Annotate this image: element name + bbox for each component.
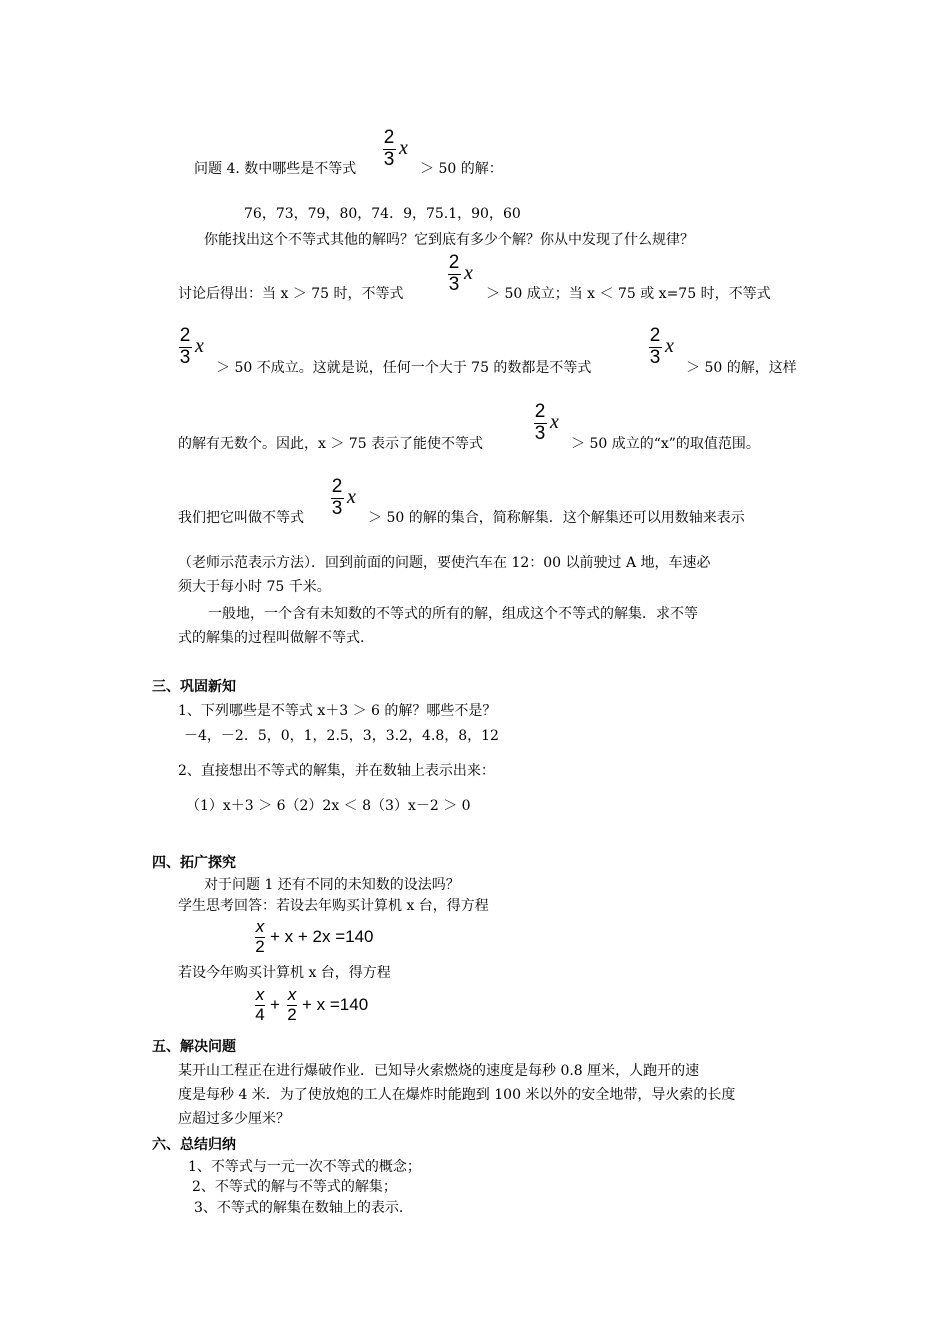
- fraction-numerator: 2: [383, 127, 395, 148]
- fraction-variable: x: [665, 335, 674, 357]
- fraction-denominator: 3: [534, 423, 546, 444]
- equation-2: [254, 986, 414, 1028]
- section-3-values: －4，－2．5，0，1，2.5，3，3.2，4.8，8，12: [184, 728, 499, 744]
- section-6-heading: 六、总结归纳: [152, 1137, 236, 1153]
- fraction-numerator: 2: [448, 252, 460, 273]
- fraction-numerator: 2: [179, 325, 191, 346]
- section-4-heading: 四、拓广探究: [152, 855, 236, 871]
- fraction-denominator: 3: [179, 347, 191, 368]
- discussion-line-4b: ＞ 50 的解的集合，简称解集．这个解集还可以用数轴来表示: [368, 510, 745, 526]
- q4-text-after: ＞ 50 的解：: [420, 161, 503, 177]
- equation-1-tail: + x + 2x =140: [270, 927, 374, 946]
- section-4-answer-2: 若设今年购买计算机 x 台，得方程: [178, 965, 391, 981]
- equation-denominator: 2: [255, 937, 265, 956]
- fraction-variable: x: [195, 335, 204, 357]
- fraction-variable: x: [347, 486, 356, 508]
- definition-line-1: 一般地，一个含有未知数的不等式的所有的解，组成这个不等式的解集．求不等: [208, 606, 698, 622]
- fraction-numerator: 2: [534, 401, 546, 422]
- fraction-denominator: 3: [649, 347, 661, 368]
- discussion-line-2a: ＞ 50 不成立。这就是说，任何一个大于 75 的数都是不等式: [216, 360, 592, 376]
- equation-1: [254, 918, 414, 960]
- section-5-line-1: 某开山工程正在进行爆破作业．已知导火索燃烧的速度是每秒 0.8 厘米，人跑开的速: [178, 1063, 700, 1079]
- section-5-line-2: 度是每秒 4 米．为了使放炮的工人在爆炸时能跑到 100 米以外的安全地带，导火索的长度: [178, 1087, 736, 1103]
- discussion-line-6: 须大于每小时 75 千米。: [178, 579, 331, 595]
- equation-numerator: x: [287, 985, 297, 1004]
- equation-plus: +: [270, 995, 280, 1014]
- summary-item-2: 2、不等式的解与不等式的解集；: [192, 1179, 397, 1195]
- section-3-question-1: 1、下列哪些是不等式 x＋3 ＞ 6 的解？哪些不是？: [178, 703, 497, 719]
- discussion-line-5: （老师示范表示方法）．回到前面的问题，要使汽车在 12：00 以前驶过 A 地，车速必: [178, 555, 711, 571]
- discussion-line-2b: ＞ 50 的解，这样: [686, 360, 797, 376]
- definition-line-2: 式的解集的过程叫做解不等式.: [178, 630, 365, 646]
- fraction-variable: x: [550, 411, 559, 433]
- equation-numerator: x: [255, 917, 265, 936]
- equation-denominator: 2: [287, 1005, 297, 1024]
- discussion-line-3b: ＞ 50 成立的“x”的取值范围。: [571, 436, 760, 452]
- section-5-heading: 五、解决问题: [152, 1039, 236, 1055]
- fraction-denominator: 3: [331, 498, 343, 519]
- q4-text-before: 问题 4. 数中哪些是不等式: [194, 161, 357, 177]
- fraction-denominator: 3: [448, 274, 460, 295]
- fraction-numerator: 2: [331, 476, 343, 497]
- section-3-question-2: 2、直接想出不等式的解集，并在数轴上表示出来：: [178, 763, 495, 779]
- summary-item-3: 3、不等式的解集在数轴上的表示.: [194, 1200, 404, 1216]
- equation-2-tail: + x =140: [302, 995, 369, 1014]
- fraction-variable: x: [399, 137, 408, 159]
- number-list: 76，73，79，80，74．9，75.1，90，60: [244, 206, 521, 222]
- section-5-line-3: 应超过多少厘米？: [178, 1111, 290, 1127]
- summary-item-1: 1、不等式与一元一次不等式的概念；: [188, 1159, 421, 1175]
- section-4-question: 对于问题 1 还有不同的未知数的设法吗？: [204, 877, 460, 893]
- discussion-line-3a: 的解有无数个。因此，x ＞ 75 表示了能使不等式: [178, 436, 484, 452]
- discussion-line-1a: 讨论后得出：当 x ＞ 75 时，不等式: [178, 286, 404, 302]
- question-text: 你能找出这个不等式其他的解吗？它到底有多少个解？你从中发现了什么规律？: [204, 232, 694, 248]
- fraction-denominator: 3: [383, 149, 395, 170]
- fraction-numerator: 2: [649, 325, 661, 346]
- discussion-line-1b: ＞ 50 成立；当 x ＜ 75 或 x=75 时，不等式: [486, 286, 771, 302]
- section-3-items: （1）x＋3 ＞ 6（2）2x ＜ 8（3）x－2 ＞ 0: [186, 798, 471, 814]
- section-3-heading: 三、巩固新知: [152, 679, 236, 695]
- discussion-line-4a: 我们把它叫做不等式: [178, 510, 304, 526]
- section-4-answer-1: 学生思考回答：若设去年购买计算机 x 台，得方程: [178, 898, 489, 914]
- fraction-variable: x: [464, 262, 473, 284]
- equation-denominator: 4: [255, 1005, 265, 1024]
- equation-numerator: x: [255, 985, 265, 1004]
